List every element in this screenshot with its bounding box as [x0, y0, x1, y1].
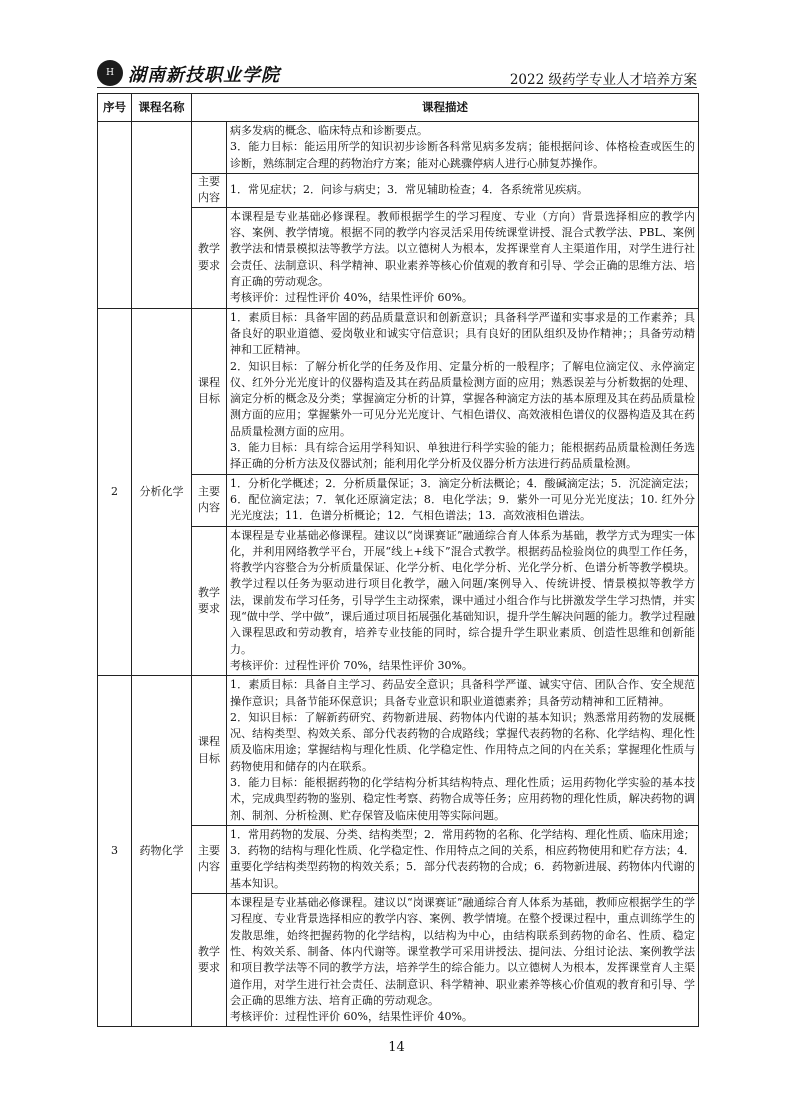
content-cell: 1．常见症状；2．问诊与病史；3．常见辅助检查；4．各系统常见疾病。 [227, 173, 699, 207]
header-course-name: 课程名称 [132, 94, 192, 122]
content-cell: 1．分析化学概述；2．分析质量保证；3．滴定分析法概论；4．酸碱滴定法；5．沉淀滴定法；6．配位滴定法；7．氧化还原滴定法；8．电化学法；9．紫外一可见分光光度法；10. 红外分光光度法；11．色谱分析概论；12．气相色谱法；13．高效液相色谱法。 [227, 474, 699, 526]
content-label-cell: 主要内容 [192, 825, 227, 893]
document-title: 2022 级药学专业人才培养方案 [509, 72, 697, 88]
course-table [97, 93, 699, 1027]
teaching-label-cell: 教学要求 [192, 526, 227, 676]
content-cell: 1．常用药物的发展、分类、结构类型；2．常用药物的名称、化学结构、理化性质、临床用途；3．药物的结构与理化性质、化学稳定性、作用特点之间的关系，相应药物使用和贮存方法；4．重要化学结构类型药物的构效关系；5．部分代表药物的合成；6．药物新进展、药物体内代谢的基本知识。 [227, 825, 699, 893]
content-label-cell: 主要内容 [192, 173, 227, 207]
table-row [98, 122, 699, 174]
table-header-row [98, 94, 699, 122]
goals-cell: 1．素质目标：具备牢固的药品质量意识和创新意识；具备科学严谨和实事求是的工作素养；具备良好的职业道德、爱岗敬业和诚实守信意识；具有良好的团队组织及协作精神；；具备劳动精神和工匠精神。 2．知识目标：了解分析化学的任务及作用、定量分析的一般程序；了解电位滴定仪、永停滴定仪、红外分光光度计的仪器构造及其在药品质量检测方面的应用；熟悉误差与分析数据的处理、滴定分析的概念及分类；掌握滴定分析的计算，掌握各种滴定方法的基本原理及其在药品质量检测方面的应用；掌握紫外一可见分光光度计、气相色谱仪、高效液相色谱仪的仪器构造及其在药品质量检测方面的应用。 3．能力目标：具有综合运用学科知识、单独进行科学实验的能力；能根据药品质量检测任务选择正确的分析方法及仪器试剂；能利用化学分析及仪器分析方法进行药品质量检测。 [227, 308, 699, 474]
goals-cell: 1．素质目标：具备自主学习、药品安全意识；具备科学严谨、诚实守信、团队合作、安全规范操作意识；具备节能环保意识；具备专业意识和职业道德素养；具备劳动精神和工匠精神。 2．知识目标：了解新药研究、药物新进展、药物体内代谢的基本知识；熟悉常用药物的发展概况、结构类型、构效关系、部分代表药物的合成路线；掌握代表药物的名称、化学结构、理化性质及临床用途；掌握结构与理化性质、化学稳定性、作用特点之间的内在关系；掌握理化性质与药物使用和储存的内在联系。 3．能力目标：能根据药物的化学结构分析其结构特点、理化性质；运用药物化学实验的基本技术，完成典型药物的鉴别、稳定性考察、药物合成等任务；应用药物的理化性质，解决药物的调剂、制剂、分析检测、贮存保管及临床使用等实际问题。 [227, 676, 699, 826]
course-num-cell: 3 [98, 676, 132, 1027]
teaching-cell: 本课程是专业基础必修课程。建议以“岗课赛证”融通综合育人体系为基础，教师应根据学生的学习程度、专业背景选择相应的教学内容、案例、教学情境。在整个授课过程中，重点训练学生的发散思维，始终把握药物的化学结构，以结构为中心，由结构联系到药物的命名、性质、稳定性、构效关系、制备、体内代谢等。课堂教学可采用讲授法、提问法、分组讨论法、案例教学法和项目教学法等不同的教学方法，培养学生的综合能力。以立德树人为根本，发挥课堂育人主渠道作用，对学生进行社会责任、法制意识、科学精神、职业素养等核心价值观的教育和引导、学会正确的思维方法、培育正确的劳动观念。 考核评价：过程性评价 60%，结果性评价 40%。 [227, 894, 699, 1027]
goals-cell: 病多发病的概念、临床特点和诊断要点。 3．能力目标：能运用所学的知识初步诊断各科常见病多发病；能根据问诊、体格检查或医生的诊断，熟练制定合理的药物治疗方案；能对心跳骤停病人进行心肺复苏操作。 [227, 122, 699, 174]
course-name-cell: 分析化学 [132, 308, 192, 676]
page-header [97, 58, 697, 88]
school-logo-icon: H [97, 60, 123, 86]
teaching-label-cell: 教学要求 [192, 207, 227, 308]
course-name-cell: 药物化学 [132, 676, 192, 1027]
goals-label-cell [192, 122, 227, 174]
goals-label-cell: 课程目标 [192, 308, 227, 474]
content-label-cell: 主要内容 [192, 474, 227, 526]
header-divider [97, 87, 697, 88]
course-name-cell [132, 122, 192, 309]
header-num: 序号 [98, 94, 132, 122]
goals-label-cell: 课程目标 [192, 676, 227, 826]
teaching-cell: 本课程是专业基础必修课程。教师根据学生的学习程度、专业（方向）背景选择相应的教学内容、案例、教学情境。根据不同的教学内容灵活采用传统课堂讲授、混合式教学法、PBL、案例教学法和情景模拟法等教学方法。以立德树人为根本，发挥课堂育人主渠道作用，对学生进行社会责任、法制意识、科学精神、职业素养等核心价值观的教育和引导、学会正确的思维方法、培育正确的劳动观念。 考核评价：过程性评价 40%，结果性评价 60%。 [227, 207, 699, 308]
course-num-cell [98, 122, 132, 309]
school-name: 湖南新技职业学院 [128, 65, 280, 86]
course-num-cell: 2 [98, 308, 132, 676]
table-row [98, 676, 699, 826]
page-number: 14 [388, 1040, 405, 1055]
table-row [98, 308, 699, 474]
teaching-label-cell: 教学要求 [192, 894, 227, 1027]
teaching-cell: 本课程是专业基础必修课程。建议以“岗课赛证”融通综合育人体系为基础，教学方式为理实一体化，并利用网络教学平台，开展“线上+线下”混合式教学。根据药品检验岗位的典型工作任务，将教学内容整合为分析质量保证、化学分析、电化学分析、光化学分析、色谱分析等教学模块。教学过程以任务为驱动进行项目化教学，融入问题/案例导入、传统讲授、情景模拟等教学方法，课前发布学习任务，引导学生主动探索，课中通过小组合作与比拼激发学生学习热情，并实现“做中学、学中做”，课后通过项目拓展强化基础知识，提升学生解决问题的能力。教学过程融入课程思政和劳动教育，培养专业技能的同时，综合提升学生职业素质、创造性思维和创新能力。 考核评价：过程性评价 70%，结果性评价 30%。 [227, 526, 699, 676]
header-description: 课程描述 [192, 94, 699, 122]
